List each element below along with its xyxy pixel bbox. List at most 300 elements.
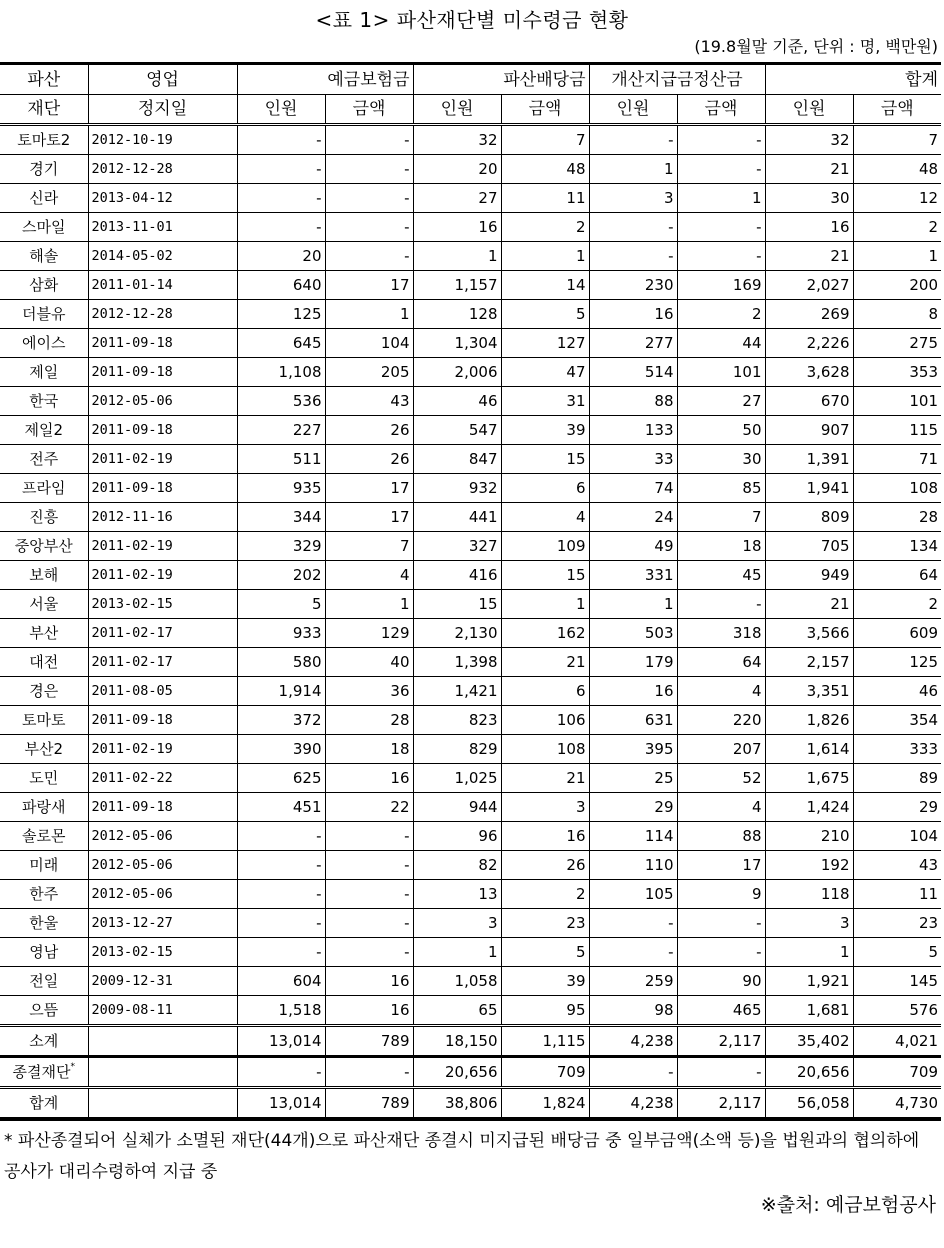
foundation-name-text: 전일: [29, 972, 59, 990]
foundation-name: [0, 271, 88, 300]
total-count: 1,681: [765, 996, 853, 1026]
foundation-name: [0, 532, 88, 561]
table-row: [0, 706, 941, 735]
deposit-amount: 1: [325, 590, 413, 619]
dividend-amount: 1,824: [501, 1088, 589, 1120]
foundation-name: [0, 619, 88, 648]
total-count: 705: [765, 532, 853, 561]
table-row: [0, 938, 941, 967]
deposit-amount: -: [325, 822, 413, 851]
dividend-amount: 6: [501, 474, 589, 503]
deposit-amount: -: [325, 125, 413, 155]
suspension-date: 2011-02-19: [88, 735, 237, 764]
table-row: [0, 764, 941, 793]
suspension-date: [88, 1026, 237, 1057]
dividend-count: 829: [413, 735, 501, 764]
table-row: [0, 213, 941, 242]
total-amount: 7: [853, 125, 941, 155]
estimate-amount: 2: [677, 300, 765, 329]
foundation-name-text: 영남: [29, 943, 59, 961]
total-count: 2,226: [765, 329, 853, 358]
dividend-amount: 48: [501, 155, 589, 184]
estimate-count: 74: [589, 474, 677, 503]
total-amount: 8: [853, 300, 941, 329]
foundation-name-text: 서울: [29, 595, 59, 613]
estimate-count: 29: [589, 793, 677, 822]
estimate-count: 49: [589, 532, 677, 561]
foundation-name: [0, 880, 88, 909]
suspension-date: 2011-01-14: [88, 271, 237, 300]
suspension-date: 2013-04-12: [88, 184, 237, 213]
total-amount: 12: [853, 184, 941, 213]
dividend-amount: 7: [501, 125, 589, 155]
dividend-amount: 127: [501, 329, 589, 358]
total-count: 3,351: [765, 677, 853, 706]
foundation-name: [0, 503, 88, 532]
dividend-amount: 4: [501, 503, 589, 532]
foundation-name-text: 부산2: [24, 740, 64, 758]
foundation-name: [0, 358, 88, 387]
suspension-date: 2014-05-02: [88, 242, 237, 271]
dividend-amount: 26: [501, 851, 589, 880]
total-count: 949: [765, 561, 853, 590]
foundation-name: [0, 1026, 88, 1057]
total-amount: 89: [853, 764, 941, 793]
header-group-deposit-insurance: 예금보험금: [237, 64, 413, 95]
deposit-count: -: [237, 184, 325, 213]
foundation-name-text: 스마일: [22, 218, 66, 236]
table-body: [0, 125, 941, 1120]
total-count: 118: [765, 880, 853, 909]
estimate-amount: 85: [677, 474, 765, 503]
estimate-count: 110: [589, 851, 677, 880]
estimate-count: -: [589, 1057, 677, 1088]
dividend-amount: 21: [501, 648, 589, 677]
total-amount: 134: [853, 532, 941, 561]
estimate-amount: 7: [677, 503, 765, 532]
foundation-name: [0, 996, 88, 1026]
foundation-name: [0, 851, 88, 880]
table-row: [0, 474, 941, 503]
suspension-date: [88, 1088, 237, 1120]
deposit-amount: -: [325, 155, 413, 184]
unpaid-amount-table: [0, 62, 941, 1121]
foundation-name-text: 제일2: [24, 421, 64, 439]
deposit-count: 935: [237, 474, 325, 503]
foundation-name: [0, 590, 88, 619]
dividend-count: 16: [413, 213, 501, 242]
header-group-bankruptcy-dividend: 파산배당금: [413, 64, 589, 95]
suspension-date: 2011-09-18: [88, 474, 237, 503]
foundation-name-text: 파랑새: [22, 798, 66, 816]
total-amount: 104: [853, 822, 941, 851]
table-row: [0, 677, 941, 706]
estimate-amount: 45: [677, 561, 765, 590]
total-amount: 1: [853, 242, 941, 271]
total-amount: 354: [853, 706, 941, 735]
foundation-name-text: 신라: [29, 189, 59, 207]
total-count: 1,614: [765, 735, 853, 764]
foundation-name-text: 경은: [29, 682, 59, 700]
total-amount: 48: [853, 155, 941, 184]
total-count: 3,628: [765, 358, 853, 387]
dividend-count: 327: [413, 532, 501, 561]
table-row: [0, 793, 941, 822]
total-count: 1,424: [765, 793, 853, 822]
estimate-count: 3: [589, 184, 677, 213]
header-name-top: 파산: [0, 64, 88, 95]
foundation-name: [0, 445, 88, 474]
estimate-amount: -: [677, 590, 765, 619]
deposit-amount: 789: [325, 1026, 413, 1057]
table-row: [0, 242, 941, 271]
estimate-amount: 64: [677, 648, 765, 677]
deposit-count: 640: [237, 271, 325, 300]
dividend-amount: 15: [501, 561, 589, 590]
total-count: 20,656: [765, 1057, 853, 1088]
deposit-amount: 18: [325, 735, 413, 764]
table-row: [0, 503, 941, 532]
estimate-count: -: [589, 213, 677, 242]
dividend-amount: 1: [501, 242, 589, 271]
deposit-count: 604: [237, 967, 325, 996]
dividend-amount: 106: [501, 706, 589, 735]
estimate-count: 25: [589, 764, 677, 793]
table-row: [0, 561, 941, 590]
deposit-count: -: [237, 125, 325, 155]
estimate-count: 98: [589, 996, 677, 1026]
header-group-total: 합계: [765, 64, 941, 95]
suspension-date: 2012-12-28: [88, 155, 237, 184]
dividend-amount: 109: [501, 532, 589, 561]
header-date-bottom: 정지일: [88, 95, 237, 125]
foundation-name-text: 진흥: [29, 508, 59, 526]
estimate-amount: 52: [677, 764, 765, 793]
total-count: 56,058: [765, 1088, 853, 1120]
total-amount: 125: [853, 648, 941, 677]
suspension-date: 2011-02-19: [88, 532, 237, 561]
deposit-amount: 17: [325, 474, 413, 503]
suspension-date: 2011-09-18: [88, 706, 237, 735]
deposit-amount: 4: [325, 561, 413, 590]
table-row: [0, 880, 941, 909]
foundation-name: [0, 125, 88, 155]
estimate-amount: 30: [677, 445, 765, 474]
foundation-name-text: 해솔: [29, 247, 59, 265]
foundation-name: [0, 184, 88, 213]
suspension-date: 2012-11-16: [88, 503, 237, 532]
foundation-name-text: 경기: [29, 160, 59, 178]
deposit-amount: -: [325, 1057, 413, 1088]
total-count: 21: [765, 590, 853, 619]
estimate-amount: -: [677, 1057, 765, 1088]
table-row: [0, 125, 941, 155]
total-count: 21: [765, 242, 853, 271]
deposit-amount: 26: [325, 416, 413, 445]
deposit-count: 1,518: [237, 996, 325, 1026]
table-row: [0, 851, 941, 880]
foundation-name: [0, 706, 88, 735]
dividend-amount: 23: [501, 909, 589, 938]
estimate-count: 1: [589, 155, 677, 184]
suspension-date: 2011-09-18: [88, 416, 237, 445]
total-amount: 275: [853, 329, 941, 358]
deposit-amount: 17: [325, 271, 413, 300]
table-title: <표 1> 파산재단별 미수령금 현황: [315, 8, 629, 32]
total-count: 3: [765, 909, 853, 938]
table-row: [0, 329, 941, 358]
table-row: [0, 271, 941, 300]
suspension-date: 2011-02-17: [88, 619, 237, 648]
deposit-count: 13,014: [237, 1026, 325, 1057]
total-amount: 576: [853, 996, 941, 1026]
header-sub-amount: 금액: [853, 95, 941, 125]
estimate-amount: -: [677, 125, 765, 155]
dividend-amount: 95: [501, 996, 589, 1026]
deposit-count: 1,914: [237, 677, 325, 706]
foundation-name-text: 한주: [29, 885, 59, 903]
deposit-count: 625: [237, 764, 325, 793]
foundation-name: [0, 416, 88, 445]
total-amount: 5: [853, 938, 941, 967]
header-name-bottom: 재단: [0, 95, 88, 125]
deposit-amount: 789: [325, 1088, 413, 1120]
foundation-name: [0, 300, 88, 329]
deposit-count: -: [237, 909, 325, 938]
foundation-name: [0, 793, 88, 822]
deposit-amount: 17: [325, 503, 413, 532]
deposit-count: 344: [237, 503, 325, 532]
estimate-amount: 18: [677, 532, 765, 561]
deposit-amount: 16: [325, 967, 413, 996]
foundation-name: [0, 1088, 88, 1120]
foundation-name: [0, 155, 88, 184]
deposit-count: 536: [237, 387, 325, 416]
suspension-date: 2012-05-06: [88, 851, 237, 880]
foundation-name: [0, 764, 88, 793]
table-row: [0, 996, 941, 1026]
foundation-name: [0, 967, 88, 996]
estimate-count: 16: [589, 677, 677, 706]
suspension-date: 2009-08-11: [88, 996, 237, 1026]
dividend-count: 1,398: [413, 648, 501, 677]
header-row-2: [0, 95, 941, 125]
estimate-count: 631: [589, 706, 677, 735]
total-count: 809: [765, 503, 853, 532]
estimate-count: -: [589, 242, 677, 271]
deposit-count: 933: [237, 619, 325, 648]
total-count: 30: [765, 184, 853, 213]
dividend-count: 1,058: [413, 967, 501, 996]
dividend-count: 1: [413, 938, 501, 967]
foundation-name: [0, 938, 88, 967]
estimate-count: -: [589, 938, 677, 967]
total-amount: 4,021: [853, 1026, 941, 1057]
total-amount: 333: [853, 735, 941, 764]
estimate-amount: 1: [677, 184, 765, 213]
estimate-count: 179: [589, 648, 677, 677]
deposit-count: 580: [237, 648, 325, 677]
total-amount: 115: [853, 416, 941, 445]
deposit-count: 372: [237, 706, 325, 735]
dividend-count: 96: [413, 822, 501, 851]
dividend-count: 1,421: [413, 677, 501, 706]
estimate-amount: -: [677, 909, 765, 938]
total-amount: 2: [853, 213, 941, 242]
suspension-date: 2012-05-06: [88, 387, 237, 416]
total-amount: 43: [853, 851, 941, 880]
foundation-name-text: 전주: [29, 450, 59, 468]
estimate-count: 230: [589, 271, 677, 300]
estimate-count: 88: [589, 387, 677, 416]
suspension-date: 2011-09-18: [88, 329, 237, 358]
dividend-count: 15: [413, 590, 501, 619]
suspension-date: 2013-11-01: [88, 213, 237, 242]
dividend-amount: 15: [501, 445, 589, 474]
table-row: [0, 445, 941, 474]
deposit-count: 202: [237, 561, 325, 590]
total-amount: 4,730: [853, 1088, 941, 1120]
estimate-amount: 220: [677, 706, 765, 735]
dividend-count: 2,006: [413, 358, 501, 387]
deposit-count: 645: [237, 329, 325, 358]
total-amount: 353: [853, 358, 941, 387]
dividend-count: 416: [413, 561, 501, 590]
footnote-marker: *: [70, 1062, 75, 1072]
deposit-amount: 26: [325, 445, 413, 474]
total-amount: 23: [853, 909, 941, 938]
suspension-date: [88, 1057, 237, 1088]
foundation-name: [0, 735, 88, 764]
dividend-amount: 31: [501, 387, 589, 416]
estimate-amount: -: [677, 938, 765, 967]
deposit-count: 511: [237, 445, 325, 474]
total-count: 192: [765, 851, 853, 880]
estimate-count: 1: [589, 590, 677, 619]
deposit-amount: 16: [325, 996, 413, 1026]
table-row: [0, 822, 941, 851]
estimate-count: 259: [589, 967, 677, 996]
estimate-amount: -: [677, 155, 765, 184]
dividend-amount: 6: [501, 677, 589, 706]
deposit-amount: -: [325, 938, 413, 967]
estimate-amount: 465: [677, 996, 765, 1026]
deposit-count: 13,014: [237, 1088, 325, 1120]
foundation-name: [0, 329, 88, 358]
estimate-count: 16: [589, 300, 677, 329]
deposit-amount: -: [325, 242, 413, 271]
suspension-date: 2011-02-19: [88, 561, 237, 590]
foundation-name: [0, 474, 88, 503]
footnote: * 파산종결되어 실체가 소멸된 재단(44개)으로 파산재단 종결시 미지급된 배당금 중 일부금액(소액 등)을 법원과의 협의하에 공사가 대리수령하여 지급 중: [4, 1131, 920, 1182]
deposit-amount: 205: [325, 358, 413, 387]
dividend-amount: 47: [501, 358, 589, 387]
foundation-name-text: 프라임: [22, 479, 66, 497]
total-count: 32: [765, 125, 853, 155]
dividend-count: 18,150: [413, 1026, 501, 1057]
dividend-count: 1: [413, 242, 501, 271]
dividend-amount: 162: [501, 619, 589, 648]
header-sub-count: 인원: [413, 95, 501, 125]
dividend-count: 82: [413, 851, 501, 880]
dividend-amount: 5: [501, 300, 589, 329]
deposit-amount: -: [325, 909, 413, 938]
table-row: [0, 590, 941, 619]
foundation-name-text: 부산: [29, 624, 59, 642]
estimate-count: 105: [589, 880, 677, 909]
foundation-name-text: 한국: [29, 392, 59, 410]
unit-note: (19.8월말 기준, 단위 : 명, 백만원): [694, 37, 938, 56]
header-group-estimated-payment: 개산지급금정산금: [589, 64, 765, 95]
estimate-amount: 44: [677, 329, 765, 358]
foundation-name: [0, 822, 88, 851]
suspension-date: 2012-10-19: [88, 125, 237, 155]
foundation-name-text: 삼화: [29, 276, 59, 294]
total-amount: 11: [853, 880, 941, 909]
foundation-name-text: 합계: [29, 1094, 59, 1112]
deposit-count: -: [237, 822, 325, 851]
foundation-name-text: 토마토: [22, 711, 66, 729]
dividend-count: 13: [413, 880, 501, 909]
deposit-amount: 104: [325, 329, 413, 358]
deposit-count: -: [237, 213, 325, 242]
dividend-count: 2,130: [413, 619, 501, 648]
total-count: 269: [765, 300, 853, 329]
total-count: 35,402: [765, 1026, 853, 1057]
estimate-amount: -: [677, 242, 765, 271]
dividend-count: 32: [413, 125, 501, 155]
estimate-count: 331: [589, 561, 677, 590]
total-count: 1: [765, 938, 853, 967]
total-amount: 71: [853, 445, 941, 474]
estimate-count: 4,238: [589, 1026, 677, 1057]
suspension-date: 2011-02-19: [88, 445, 237, 474]
deposit-amount: 28: [325, 706, 413, 735]
total-count: 1,826: [765, 706, 853, 735]
estimate-count: 114: [589, 822, 677, 851]
header-sub-amount: 금액: [325, 95, 413, 125]
foundation-name-text: 제일: [29, 363, 59, 381]
table-row: [0, 1026, 941, 1057]
estimate-amount: 207: [677, 735, 765, 764]
suspension-date: 2011-09-18: [88, 793, 237, 822]
foundation-name-text: 토마토2: [17, 131, 71, 149]
dividend-count: 65: [413, 996, 501, 1026]
estimate-count: 4,238: [589, 1088, 677, 1120]
estimate-amount: 50: [677, 416, 765, 445]
header-sub-amount: 금액: [501, 95, 589, 125]
estimate-amount: 2,117: [677, 1088, 765, 1120]
deposit-amount: 40: [325, 648, 413, 677]
dividend-amount: 108: [501, 735, 589, 764]
estimate-amount: 2,117: [677, 1026, 765, 1057]
table-row: [0, 1057, 941, 1088]
dividend-amount: 39: [501, 967, 589, 996]
dividend-count: 1,025: [413, 764, 501, 793]
header-sub-count: 인원: [589, 95, 677, 125]
foundation-name-text: 한울: [29, 914, 59, 932]
dividend-count: 932: [413, 474, 501, 503]
dividend-amount: 1,115: [501, 1026, 589, 1057]
total-amount: 609: [853, 619, 941, 648]
table-row: [0, 155, 941, 184]
dividend-count: 20,656: [413, 1057, 501, 1088]
suspension-date: 2013-02-15: [88, 590, 237, 619]
foundation-name: [0, 648, 88, 677]
total-amount: 145: [853, 967, 941, 996]
total-amount: 64: [853, 561, 941, 590]
deposit-count: 20: [237, 242, 325, 271]
